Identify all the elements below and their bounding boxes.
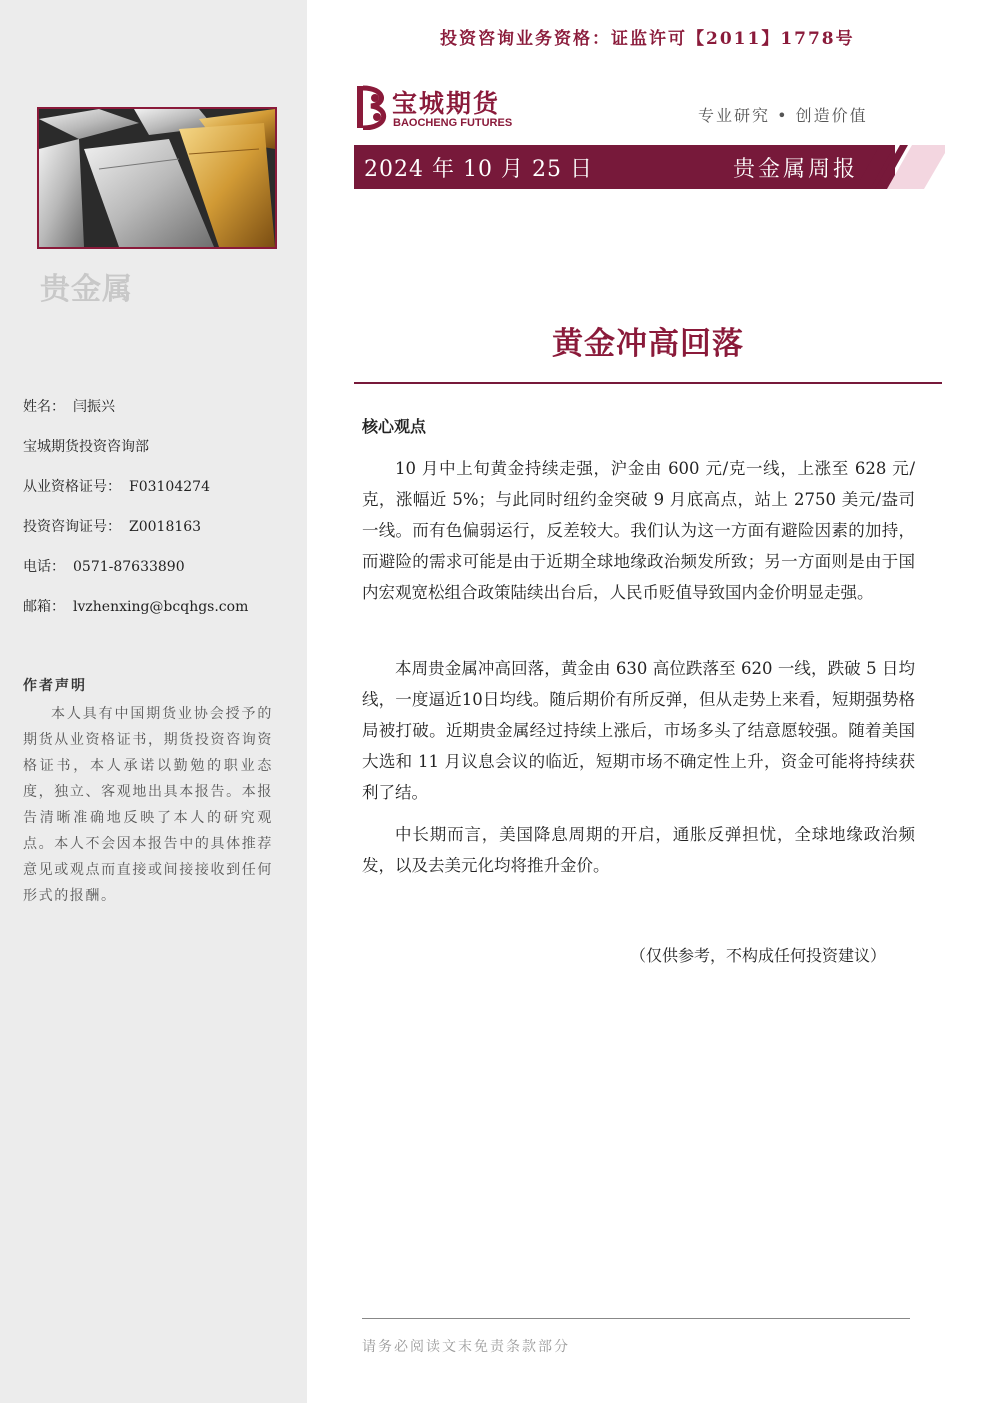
body-paragraph-3: 中长期而言，美国降息周期的开启，通胀反弹担忧，全球地缘政治频发，以及去美元化均将推升金价。 <box>362 825 915 875</box>
sector-label: 贵金属 <box>40 272 133 307</box>
footer-divider <box>362 1318 910 1319</box>
logo-chinese-name: 宝城期货 <box>392 89 501 118</box>
analyst-name: 姓名： 闫振兴 <box>23 399 115 415</box>
section-heading: 核心观点 <box>362 417 427 436</box>
analyst-email: 邮箱： lvzhenxing@bcqhgs.com <box>23 599 249 615</box>
precious-metal-bars-image <box>37 107 277 249</box>
article-title: 黄金冲高回落 <box>552 326 744 362</box>
advisory-license-number: 投资咨询证号： Z0018163 <box>23 519 202 535</box>
title-divider <box>354 382 942 384</box>
sidebar <box>0 0 307 1403</box>
author-declaration-title: 作者声明 <box>23 678 87 694</box>
footer-disclaimer-link: 请务必阅读文末免责条款部分 <box>362 1339 570 1355</box>
author-declaration-body: 本人具有中国期货业协会授予的期货从业资格证书，期货投资咨询资格证书，本人承诺以勤勉的职业态度，独立、客观地出具本报告。本报告清晰准确地反映了本人的研究观点。本人不会因本报告中的具体推荐意见或观点而直接或间接接收到任何形式的报酬。 <box>23 706 273 904</box>
investment-disclaimer-note: （仅供参考，不构成任何投资建议） <box>630 946 887 965</box>
analyst-phone: 电话： 0571-87633890 <box>23 559 185 575</box>
report-type: 贵金属周报 <box>733 157 859 182</box>
qualification-notice: 投资咨询业务资格：证监许可【2011】1778号 <box>440 29 855 49</box>
body-paragraph-2: 本周贵金属冲高回落，黄金由 630 高位跌落至 620 一线，跌破 5 日均线，一度逼近10日均线。随后期价有所反弹，但从走势上来看，短期强势格局被打破。近期贵金属经过持续上涨后，市场多头了结意愿较强。随着美国大选和 11 月议息会议的临近，短期市场不确定性上升，资金可能将持续获利了结。 <box>362 659 915 802</box>
company-slogan: 专业研究 • 创造价值 <box>698 106 868 125</box>
logo-english-name: BAOCHENG FUTURES <box>393 117 513 129</box>
banner-stripes-decoration <box>860 145 945 189</box>
logo-mark-icon <box>355 84 391 130</box>
analyst-department: 宝城期货投资咨询部 <box>23 439 149 455</box>
company-logo <box>355 84 525 132</box>
practice-license-number: 从业资格证号： F03104274 <box>23 479 210 495</box>
body-paragraph-1: 10 月中上旬黄金持续走强，沪金由 600 元/克一线，上涨至 628 元/克，涨幅近 5%；与此同时纽约金突破 9 月底高点，站上 2750 美元/盎司一线。而有色偏弱运行，反差较大。我们认为这一方面有避险因素的加持，而避险的需求可能是由于近期全球地缘政治频发所致；另一方面则是由于国内宏观宽松组合政策陆续出台后，人民币贬值导致国内金价明显走强。 <box>362 459 915 602</box>
report-date: 2024 年 10 月 25 日 <box>364 157 593 182</box>
